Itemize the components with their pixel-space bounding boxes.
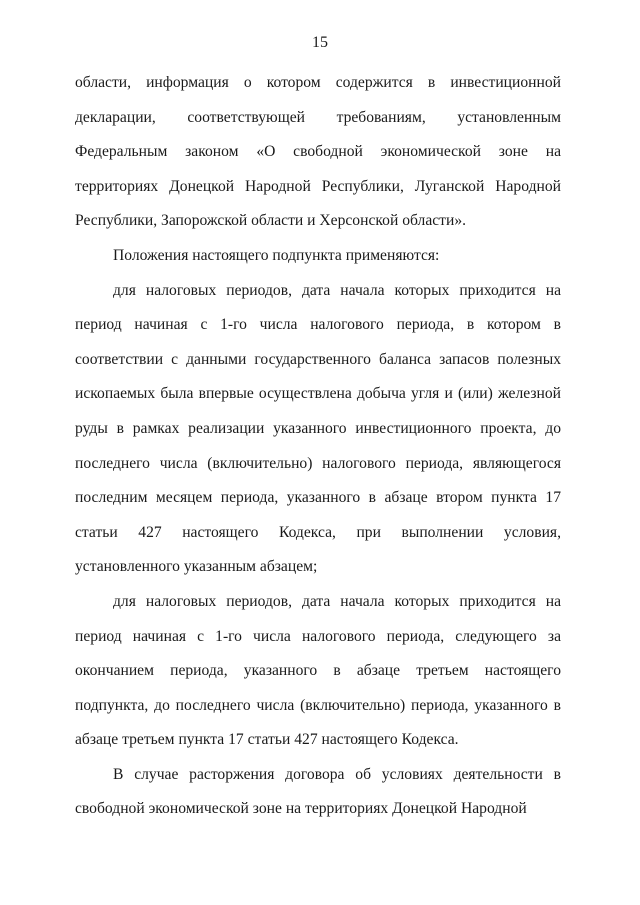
document-body xyxy=(75,66,561,827)
paragraph-contract-termination: В случае расторжения договора об условиях деятельности в свободной экономической зоне на территориях Донецкой Народной xyxy=(75,765,561,818)
page-number: 15 xyxy=(312,34,328,51)
paragraph-first-tax-periods: для налоговых периодов, дата начала которых приходится на период начиная с 1-го числа налогового периода, в котором в соответствии с данными государственного баланса запасов полезных ископаемых была впервые осуществлена добыча угля и (или) железной руды в рамках реализации указанного инвестиционного проекта, до последнего числа (включительно) налогового периода, являющегося последним месяцем периода, указанного в абзаце втором пункта 17 статьи 427 настоящего Кодекса, при выполнении условия, установленного указанным абзацем; xyxy=(75,281,561,576)
paragraph-continuation: области, информация о котором содержится в инвестиционной декларации, соответствующей требованиям, установленным Федеральным законом «О свободной экономической зоне на территориях Донецкой Народной Республики, Луганской Народной Республики, Запорожской области и Херсонской области». xyxy=(75,74,561,230)
paragraph-second-tax-periods: для налоговых периодов, дата начала которых приходится на период начиная с 1-го числа налогового периода, следующего за окончанием периода, указанного в абзаце третьем настоящего подпункта, до последнего числа (включительно) периода, указанного в абзаце третьем пункта 17 статьи 427 настоящего Кодекса. xyxy=(75,592,561,749)
paragraph-provisions-apply: Положения настоящего подпункта применяются: xyxy=(113,246,440,264)
